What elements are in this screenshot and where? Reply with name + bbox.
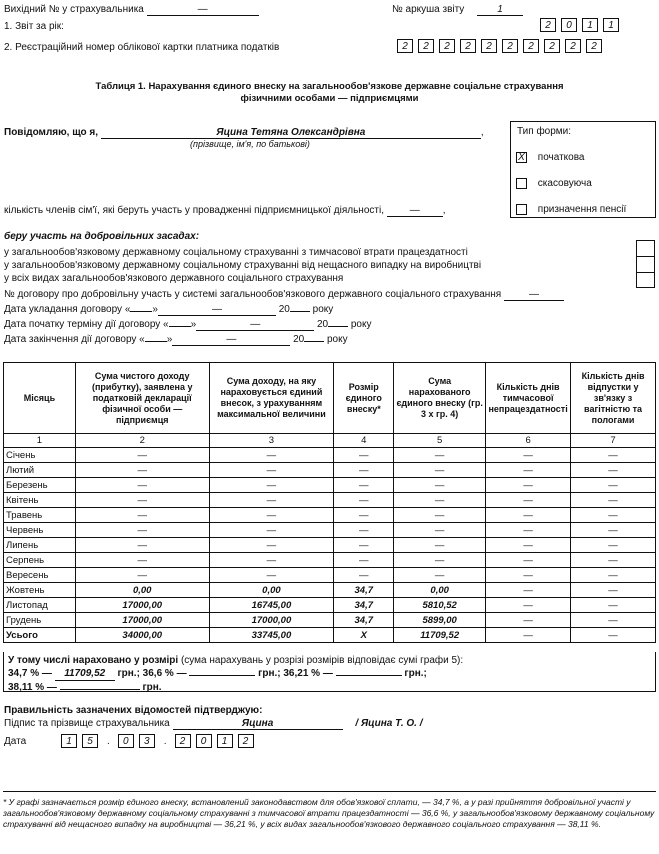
date-day-field[interactable] xyxy=(130,311,152,312)
date-signed-row: Дата укладання договору « » — 20 року xyxy=(4,304,334,315)
voluntary-title: беру участь на добровільних засадах: xyxy=(4,231,200,242)
date-day-field[interactable] xyxy=(169,326,191,327)
value-cell[interactable]: — xyxy=(209,478,334,493)
table-row xyxy=(4,568,656,583)
value-cell[interactable]: — xyxy=(571,598,656,613)
table-row xyxy=(4,613,656,628)
table-row xyxy=(4,538,656,553)
table-row xyxy=(4,628,656,643)
sheet-number-label: № аркуша звіту xyxy=(392,4,465,15)
col-header-accrued: Сума нарахованого єдиного внеску (гр. 3 х гр. 4) xyxy=(394,363,486,434)
rate-2-label: грн.; 36,6 % — xyxy=(117,668,187,679)
value-cell[interactable]: — xyxy=(394,448,486,463)
rate-4-field[interactable] xyxy=(60,689,140,690)
year-digit-cell[interactable]: 0 xyxy=(561,18,577,32)
rate-4-label: 38,11 % — xyxy=(8,682,57,693)
reg-digit-cell[interactable]: 2 xyxy=(439,39,455,53)
value-cell[interactable]: — xyxy=(209,553,334,568)
month-cell: Грудень xyxy=(4,613,76,628)
reg-number-label: 2. Реєстраційний номер облікової картки платника податків xyxy=(4,42,280,53)
voluntary-line: у загальнообов'язковому державному соціальному страхуванні від нещасного випадку на виробництві xyxy=(4,260,482,271)
value-cell[interactable]: — xyxy=(394,568,486,583)
value-cell[interactable]: — xyxy=(334,448,394,463)
value-cell[interactable]: — xyxy=(334,523,394,538)
year-word: року xyxy=(327,334,348,345)
rates-intro: (сума нарахувань у розрізі розмірів відповідає сумі графи 5): xyxy=(180,655,464,666)
table-body xyxy=(4,448,656,643)
footnote: * У графі зазначається розмір єдиного внеску, встановлений законодавством для обов'язкової сплати, — 34,7 %, а у разі прийняття добровільної участі у загальнообов'язковому державному соціальному страхуванні з тимчасової втрати працездатності — 36,6 %, у загальнообов'язковому державному соціальному страхуванні від нещасного випадку на виробництві — 36,21 %, у всіх видах загальнообов'язкового державного соціального страхування — 38,11 %. xyxy=(3,797,655,829)
month-cell: Червень xyxy=(4,523,76,538)
table-row xyxy=(4,523,656,538)
value-cell[interactable]: 34,7 xyxy=(334,598,394,613)
value-cell[interactable]: — xyxy=(486,568,571,583)
outgoing-number-label: Вихідний № у страхувальника xyxy=(4,4,144,15)
col-header-rate: Розмір єдиного внеску* xyxy=(334,363,394,434)
year-digit-cell[interactable]: 2 xyxy=(238,734,254,748)
rate-3-field[interactable] xyxy=(336,675,402,676)
date-year-field[interactable] xyxy=(290,311,310,312)
value-cell[interactable]: — xyxy=(486,463,571,478)
rates-box xyxy=(3,652,656,692)
value-cell[interactable]: — xyxy=(334,538,394,553)
value-cell[interactable]: — xyxy=(486,583,571,598)
month-cell: Квітень xyxy=(4,493,76,508)
value-cell[interactable]: — xyxy=(209,538,334,553)
form-type-option-label: скасовуюча xyxy=(537,178,592,190)
value-cell[interactable]: — xyxy=(571,613,656,628)
value-cell[interactable]: — xyxy=(75,478,209,493)
table-row xyxy=(4,448,656,463)
value-cell[interactable]: — xyxy=(571,523,656,538)
value-cell[interactable]: 17000,00 xyxy=(75,613,209,628)
reg-digit-cell[interactable]: 2 xyxy=(502,39,518,53)
value-cell[interactable]: 0,00 xyxy=(394,583,486,598)
date-end-row: Дата закінчення дії договору « » — 20 року xyxy=(4,334,348,345)
reg-number-cells[interactable] xyxy=(397,39,607,53)
report-year-cells[interactable] xyxy=(540,18,624,32)
form-type-option-label: призначення пенсії xyxy=(537,204,627,216)
value-cell[interactable]: — xyxy=(209,523,334,538)
col-header-maternity-days: Кількість днів відпустки у зв'язку з вагітністю та пологами xyxy=(571,363,656,434)
value-cell[interactable]: — xyxy=(394,553,486,568)
reg-digit-cell[interactable]: 2 xyxy=(481,39,497,53)
form-type-checkbox[interactable] xyxy=(516,178,527,189)
voluntary-line: у всіх видах загальнообов'язкового державного соціального страхування xyxy=(4,273,344,284)
form-type-checkbox[interactable]: X xyxy=(516,152,527,163)
year-digit-cell[interactable]: 0 xyxy=(196,734,212,748)
rate-3-unit: грн.; xyxy=(404,668,427,679)
date-month-field[interactable]: — xyxy=(172,334,290,346)
value-cell[interactable]: — xyxy=(334,553,394,568)
value-cell[interactable]: — xyxy=(394,478,486,493)
month-digit-cell[interactable]: 0 xyxy=(118,734,134,748)
date-month-field[interactable]: — xyxy=(158,304,276,316)
value-cell[interactable]: — xyxy=(571,538,656,553)
month-cell: Вересень xyxy=(4,568,76,583)
value-cell[interactable]: Х xyxy=(334,628,394,643)
month-cell: Березень xyxy=(4,478,76,493)
table-row xyxy=(4,553,656,568)
value-cell[interactable]: — xyxy=(486,613,571,628)
value-cell[interactable]: — xyxy=(75,538,209,553)
value-cell[interactable]: — xyxy=(571,463,656,478)
confirm-title: Правильність зазначених відомостей підтверджую: xyxy=(4,705,263,716)
rates-intro-bold: У тому числі нараховано у розмірі xyxy=(8,655,179,666)
value-cell[interactable]: — xyxy=(334,508,394,523)
reg-digit-cell[interactable]: 2 xyxy=(397,39,413,53)
form-type-option-initial[interactable] xyxy=(516,152,584,163)
value-cell[interactable]: — xyxy=(571,628,656,643)
value-cell[interactable]: — xyxy=(334,493,394,508)
accrual-table xyxy=(3,362,656,643)
rate-2-field[interactable] xyxy=(189,675,255,676)
column-number: 2 xyxy=(75,434,209,448)
contract-number-label: № договору про добровільну участь у системі загальнообов'язкового державного соціального страхування xyxy=(4,289,502,300)
date-separator: . xyxy=(107,736,110,747)
value-cell[interactable]: 5810,52 xyxy=(394,598,486,613)
value-cell[interactable]: — xyxy=(486,598,571,613)
rate-1-label: 34,7 % — xyxy=(8,668,52,679)
value-cell[interactable]: 0,00 xyxy=(209,583,334,598)
value-cell[interactable]: — xyxy=(209,448,334,463)
value-cell[interactable]: — xyxy=(209,493,334,508)
value-cell[interactable]: — xyxy=(486,493,571,508)
month-cell: Січень xyxy=(4,448,76,463)
month-digit-cell[interactable]: 3 xyxy=(139,734,155,748)
value-cell[interactable]: — xyxy=(334,568,394,583)
date-end-label: Дата закінчення дії договору « xyxy=(4,334,145,345)
value-cell[interactable]: — xyxy=(486,553,571,568)
column-number: 5 xyxy=(394,434,486,448)
voluntary-checkbox[interactable] xyxy=(637,257,654,273)
value-cell[interactable]: — xyxy=(334,478,394,493)
value-cell[interactable]: — xyxy=(75,508,209,523)
sheet-number-field[interactable]: 1 xyxy=(477,4,523,16)
form-type-option-label: початкова xyxy=(537,152,585,164)
value-cell[interactable]: 34000,00 xyxy=(75,628,209,643)
form-type-option-cancel[interactable] xyxy=(516,178,592,189)
column-number: 6 xyxy=(486,434,571,448)
date-separator: . xyxy=(163,736,167,747)
century-label: 20 xyxy=(278,304,290,315)
col-header-taxable-income: Сума доходу, на яку нараховується єдиний внесок, з урахуванням максимальної величини xyxy=(209,363,334,434)
century-label: 20 xyxy=(293,334,305,345)
value-cell[interactable]: 11709,52 xyxy=(394,628,486,643)
reg-digit-cell[interactable]: 2 xyxy=(565,39,581,53)
value-cell[interactable]: 17000,00 xyxy=(209,613,334,628)
value-cell[interactable]: — xyxy=(75,568,209,583)
date-month-field[interactable]: — xyxy=(196,319,314,331)
month-cell: Серпень xyxy=(4,553,76,568)
value-cell[interactable]: — xyxy=(486,478,571,493)
column-number: 4 xyxy=(334,434,394,448)
value-cell[interactable]: — xyxy=(394,493,486,508)
value-cell[interactable]: — xyxy=(486,628,571,643)
rate-3-label: грн.; 36,21 % — xyxy=(258,668,333,679)
family-row: кількість членів сім'ї, які беруть участь у провадженні підприємницької діяльності, — , xyxy=(4,205,446,216)
value-cell[interactable]: 34,7 xyxy=(334,613,394,628)
column-numbers-row xyxy=(4,434,656,448)
signature-label: Підпис та прізвище страхувальника xyxy=(4,718,170,729)
table-row xyxy=(4,493,656,508)
value-cell[interactable]: — xyxy=(75,448,209,463)
year-digit-cell[interactable]: 1 xyxy=(603,18,619,32)
contract-number-row xyxy=(4,289,564,301)
value-cell[interactable]: 16745,00 xyxy=(209,598,334,613)
day-digit-cell[interactable]: 1 xyxy=(61,734,77,748)
value-cell[interactable]: — xyxy=(209,463,334,478)
value-cell[interactable]: — xyxy=(571,508,656,523)
date-year-field[interactable] xyxy=(304,341,324,342)
value-cell[interactable]: — xyxy=(571,478,656,493)
column-number: 7 xyxy=(571,434,656,448)
col-header-net-income: Сума чистого доходу (прибутку), заявлена у податковій декларації фізичної особи — підприємця xyxy=(75,363,209,434)
column-number: 3 xyxy=(209,434,334,448)
report-year-label: 1. Звіт за рік: xyxy=(4,21,64,32)
table-title-line-1: Таблиця 1. Нарахування єдиного внеску на загальнообов'язкове державне соціальне страхування xyxy=(95,81,564,92)
date-signed-label: Дата укладання договору « xyxy=(4,304,131,315)
table-row xyxy=(4,508,656,523)
form-type-option-pension[interactable] xyxy=(516,204,626,215)
form-type-title: Тип форми: xyxy=(517,126,572,137)
footnote-divider xyxy=(3,791,656,792)
notify-label: Повідомляю, що я, xyxy=(4,127,99,138)
value-cell[interactable]: — xyxy=(571,553,656,568)
year-digit-cell[interactable]: 2 xyxy=(175,734,191,748)
table-row xyxy=(4,478,656,493)
family-count-field[interactable]: — xyxy=(387,205,443,217)
table-title-line-2: фізичними особами — підприємцями xyxy=(240,93,419,104)
value-cell[interactable]: — xyxy=(571,583,656,598)
value-cell[interactable]: — xyxy=(486,508,571,523)
reg-digit-cell[interactable]: 2 xyxy=(418,39,434,53)
month-cell: Жовтень xyxy=(4,583,76,598)
full-name-hint: (прізвище, ім'я, по батькові) xyxy=(190,139,310,149)
value-cell[interactable]: — xyxy=(486,538,571,553)
value-cell[interactable]: — xyxy=(75,553,209,568)
month-cell: Усього xyxy=(4,628,76,643)
value-cell[interactable]: 0,00 xyxy=(75,583,209,598)
value-cell[interactable]: — xyxy=(571,568,656,583)
date-start-label: Дата початку терміну дії договору « xyxy=(4,319,169,330)
reg-digit-cell[interactable]: 2 xyxy=(586,39,602,53)
signer-name: / Яцина Т. О. / xyxy=(355,718,423,729)
reg-digit-cell[interactable]: 2 xyxy=(460,39,476,53)
value-cell[interactable]: — xyxy=(209,568,334,583)
voluntary-checkboxes[interactable] xyxy=(636,240,655,288)
century-label: 20 xyxy=(316,319,329,330)
date-year-field[interactable] xyxy=(328,326,348,327)
table-title xyxy=(0,81,659,105)
signing-date-cells[interactable] xyxy=(61,734,259,748)
column-number: 1 xyxy=(4,434,76,448)
year-digit-cell[interactable]: 1 xyxy=(582,18,598,32)
value-cell[interactable]: — xyxy=(394,523,486,538)
sheet-number-row xyxy=(392,4,523,16)
reg-digit-cell[interactable]: 2 xyxy=(544,39,560,53)
month-cell: Лютий xyxy=(4,463,76,478)
day-digit-cell[interactable]: 5 xyxy=(82,734,98,748)
year-digit-cell[interactable]: 1 xyxy=(217,734,233,748)
value-cell[interactable]: 33745,00 xyxy=(209,628,334,643)
table-row xyxy=(4,463,656,478)
rate-1-field[interactable]: 11709,52 xyxy=(55,667,115,681)
value-cell[interactable]: — xyxy=(486,448,571,463)
year-word: року xyxy=(312,304,334,315)
notify-row: Повідомляю, що я, Яцина Тетяна Олександрівна , xyxy=(4,127,484,138)
date-start-row: Дата початку терміну дії договору « » — 20 року xyxy=(4,319,372,330)
outgoing-number-row xyxy=(4,4,259,16)
value-cell[interactable]: — xyxy=(75,463,209,478)
full-name-field[interactable]: Яцина Тетяна Олександрівна xyxy=(101,127,481,139)
family-label: кількість членів сім'ї, які беруть участь у провадженні підприємницької діяльності, xyxy=(4,205,384,216)
value-cell[interactable]: — xyxy=(571,448,656,463)
month-cell: Липень xyxy=(4,538,76,553)
voluntary-lines xyxy=(4,246,481,285)
value-cell[interactable]: — xyxy=(394,538,486,553)
month-cell: Листопад xyxy=(4,598,76,613)
value-cell[interactable]: — xyxy=(394,508,486,523)
col-header-sick-days: Кількість днів тимчасової непрацездатності xyxy=(486,363,571,434)
voluntary-line: у загальнообов'язковому державному соціальному страхуванні з тимчасової втрати працездатності xyxy=(4,247,468,258)
reg-digit-cell[interactable]: 2 xyxy=(523,39,539,53)
value-cell[interactable]: — xyxy=(571,493,656,508)
outgoing-number-field[interactable]: — xyxy=(147,4,259,16)
value-cell[interactable]: 5899,00 xyxy=(394,613,486,628)
value-cell[interactable]: — xyxy=(486,523,571,538)
date-row xyxy=(4,736,26,747)
value-cell[interactable]: — xyxy=(75,493,209,508)
value-cell[interactable]: — xyxy=(334,463,394,478)
col-header-month: Місяць xyxy=(4,363,76,434)
signature-row xyxy=(4,718,423,730)
date-label: Дата xyxy=(4,736,27,747)
value-cell[interactable]: — xyxy=(75,523,209,538)
voluntary-checkbox[interactable] xyxy=(637,241,654,257)
rate-4-unit: грн. xyxy=(142,682,162,693)
contract-number-field[interactable]: — xyxy=(504,289,564,301)
value-cell[interactable]: — xyxy=(394,463,486,478)
value-cell[interactable]: 34,7 xyxy=(334,583,394,598)
table-row xyxy=(4,598,656,613)
form-type-checkbox[interactable] xyxy=(516,204,527,215)
year-digit-cell[interactable]: 2 xyxy=(540,18,556,32)
month-cell: Травень xyxy=(4,508,76,523)
date-day-field[interactable] xyxy=(145,341,167,342)
value-cell[interactable]: 17000,00 xyxy=(75,598,209,613)
form-type-box xyxy=(510,121,656,218)
signature-field[interactable]: Яцина xyxy=(173,718,343,730)
value-cell[interactable]: — xyxy=(209,508,334,523)
table-row xyxy=(4,583,656,598)
year-word: року xyxy=(350,319,372,330)
